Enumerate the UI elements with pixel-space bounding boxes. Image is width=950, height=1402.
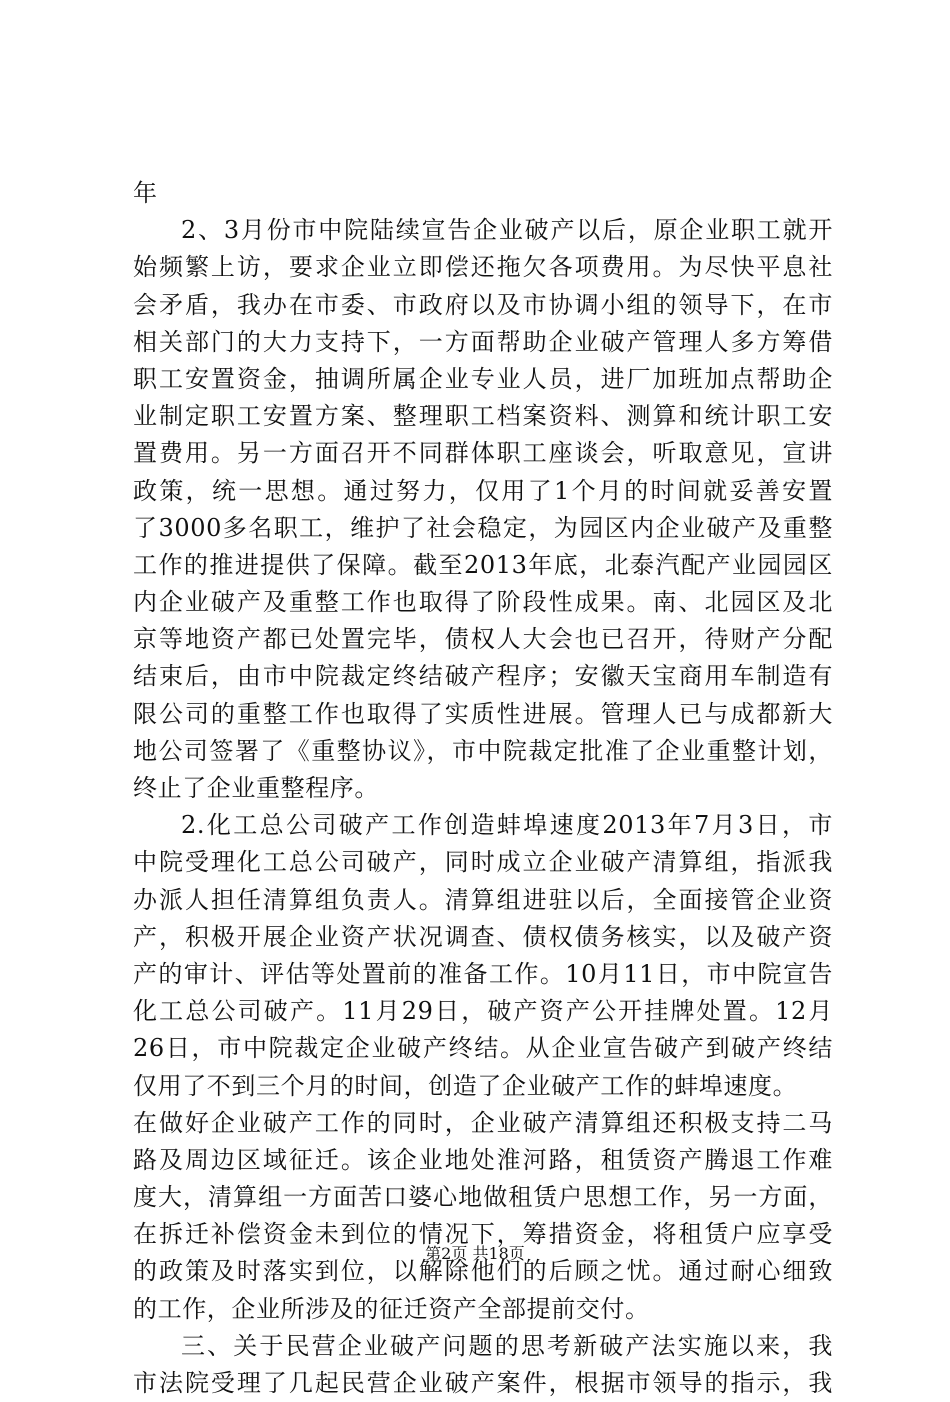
text-line: 限公司的重整工作也取得了实质性进展。管理人已与成都新大 [133, 699, 833, 728]
text-line: 2、3月份市中院陆续宣告企业破产以后，原企业职工就开 [181, 216, 833, 245]
text-line: 职工安置资金，抽调所属企业专业人员，进厂加班加点帮助企 [133, 364, 833, 393]
text-line: 政策，统一思想。通过努力，仅用了1个月的时间就妥善安置 [133, 476, 833, 505]
text-line: 产，积极开展企业资产状况调查、债权债务核实，以及破产资 [133, 922, 833, 951]
text-line: 了3000多名职工，维护了社会稳定，为园区内企业破产及重整 [133, 513, 833, 542]
text-line: 市法院受理了几起民营企业破产案件，根据市领导的指示，我 [133, 1369, 833, 1397]
text-line: 办派人担任清算组负责人。清算组进驻以后，全面接管企业资 [133, 885, 833, 914]
text-line: 三、关于民营企业破产问题的思考新破产法实施以来，我 [181, 1331, 833, 1360]
page-footer: 第2页 共18页 [425, 1244, 525, 1263]
text-line: 工作的推进提供了保障。截至2013年底，北泰汽配产业园园区 [133, 550, 833, 579]
text-line: 中院受理化工总公司破产，同时成立企业破产清算组，指派我 [133, 848, 833, 877]
text-line: 终止了企业重整程序。 [133, 774, 379, 802]
text-line: 内企业破产及重整工作也取得了阶段性成果。南、北园区及北 [133, 588, 833, 617]
text-line: 度大，清算组一方面苦口婆心地做租赁户思想工作，另一方面， [133, 1183, 833, 1212]
body-text [133, 175, 833, 1402]
text-line: 结束后，由市中院裁定终结破产程序；安徽天宝商用车制造有 [133, 662, 833, 691]
text-line: 地公司签署了《重整协议》，市中院裁定批准了企业重整计划， [133, 736, 833, 765]
text-line: 在做好企业破产工作的同时，企业破产清算组还积极支持二马 [133, 1108, 833, 1137]
text-line: 的工作，企业所涉及的征迁资产全部提前交付。 [133, 1294, 650, 1323]
text-line: 在拆迁补偿资金未到位的情况下，筹措资金，将租赁户应享受 [133, 1220, 833, 1249]
text-line: 的政策及时落实到位，以解除他们的后顾之忧。通过耐心细致 [133, 1257, 833, 1286]
text-line: 年 [133, 179, 158, 207]
text-line: 京等地资产都已处置完毕，债权人大会也已召开，待财产分配 [133, 625, 833, 654]
text-line: 路及周边区域征迁。该企业地处淮河路，租赁资产腾退工作难 [133, 1145, 833, 1174]
text-line: 业制定职工安置方案、整理职工档案资料、测算和统计职工安 [133, 402, 833, 431]
text-line: 置费用。另一方面召开不同群体职工座谈会，听取意见，宣讲 [133, 439, 833, 468]
text-line: 始频繁上访，要求企业立即偿还拖欠各项费用。为尽快平息社 [133, 253, 833, 282]
text-line: 会矛盾，我办在市委、市政府以及市协调小组的领导下，在市 [133, 290, 833, 319]
text-line: 2.化工总公司破产工作创造蚌埠速度2013年7月3日，市 [181, 811, 833, 840]
text-line: 产的审计、评估等处置前的准备工作。10月11日，市中院宣告 [133, 959, 833, 988]
text-line: 化工总公司破产。11月29日，破产资产公开挂牌处置。12月 [133, 997, 833, 1026]
text-line: 26日，市中院裁定企业破产终结。从企业宣告破产到破产终结 [133, 1034, 833, 1063]
text-line: 仅用了不到三个月的时间，创造了企业破产工作的蚌埠速度。 [133, 1071, 798, 1100]
text-line: 相关部门的大力支持下，一方面帮助企业破产管理人多方筹借 [133, 327, 833, 356]
